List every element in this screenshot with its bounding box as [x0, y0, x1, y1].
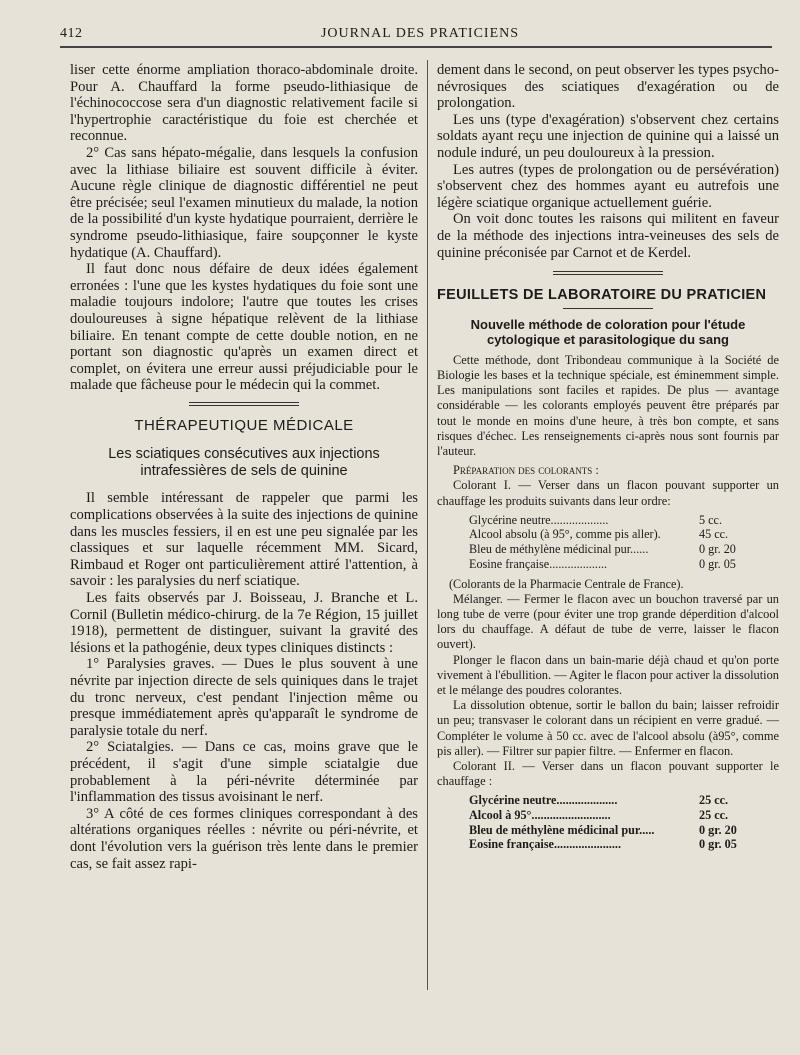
- colorant-2: Colorant II. — Verser dans un flacon pouvant supporter le chauffage :: [437, 758, 779, 789]
- ingredient-quantity: 0 gr. 05: [699, 556, 736, 571]
- paragraph: 2° Sciatalgies. — Dans ce cas, moins grave que le précédent, il s'agit d'une simple sciatalgie due probablement à la péri-névrite déterminée par l'inflammation des tissus avoisinant le nerf.: [70, 739, 418, 806]
- recipe-row: [469, 837, 759, 852]
- paragraph: Les uns (type d'exagération) s'observent chez certains soldats ayant reçu une injection de quinine qui a laissé un nodule induré, un peu douloureux à la pression.: [437, 111, 779, 161]
- paragraph: Plonger le flacon dans un bain-marie déjà chaud et qu'on porte vivement à l'ébullition. — Agiter le flacon pour activer la dissolution et le mélange des poudres colorantes.: [437, 652, 779, 697]
- ingredient-quantity: 45 cc.: [699, 527, 729, 542]
- recipe-row: [469, 527, 759, 542]
- article-title: Les sciatiques consécutives aux injections intrafessières de sels de quinine: [108, 446, 380, 480]
- recipe-row: [469, 823, 759, 838]
- ingredient-name: Alcool absolu (à 95°, comme pis aller).: [469, 527, 661, 542]
- ingredient-name: Bleu de méthylène médicinal pur......: [469, 541, 649, 556]
- paragraph: On voit donc toutes les raisons qui militent en faveur de la méthode des injections intra-veineuses des sels de quinine préconisée par Carnot et de Kerdel.: [437, 211, 779, 261]
- header-rule: [60, 46, 772, 48]
- paragraph: Il faut donc nous défaire de deux idées également erronées : l'une que les kystes hydatiques du foie sont une maladie toujours indolore; l'autre que toutes les crises douloureuses à signe hépatique relèvent de la lithiase biliaire. En tenant compte de cette double notion, en ne portant son diagnostic qu'après un examen direct et complet, on évitera une erreur aussi préjudiciable pour le malade que fâcheuse pour le médecin qui la commet.: [70, 261, 418, 394]
- section-divider: [189, 402, 299, 406]
- paragraph: Mélanger. — Fermer le flacon avec un bouchon traversé par un long tube de verre (pour éviter une trop grande déperdition d'alcool lors du chauffage. A défaut de tube de verre, laisser le flacon ouvert).: [437, 591, 779, 652]
- ingredient-quantity: 25 cc.: [699, 793, 729, 808]
- ingredient-quantity: 5 cc.: [699, 512, 723, 527]
- right-column: [437, 62, 779, 858]
- page-header: [60, 26, 780, 44]
- journal-title: JOURNAL DES PRATICIENS: [320, 26, 520, 41]
- ingredient-quantity: 0 gr. 20: [699, 822, 737, 837]
- ingredient-quantity: 0 gr. 20: [699, 541, 736, 556]
- ingredient-name: Alcool à 95°..........................: [469, 807, 611, 822]
- paragraph: Les autres (types de prolongation ou de persévération) s'observent chez des hommes ayant eu autrefois une légère sciatique organique actuellement guérie.: [437, 161, 779, 211]
- paragraph: Les faits observés par J. Boisseau, J. Branche et L. Cornil (Bulletin médico-chirurg. de la 7e Région, 15 juillet 1918), permettent de distinguer, suivant la gravité des lésions et la pathogénie, deux types cliniques distincts :: [70, 590, 418, 656]
- page-number: 412: [60, 26, 83, 41]
- paragraph: 1° Paralysies graves. — Dues le plus souvent à une névrite par injection directe de sels quiniques dans le trajet du tronc nerveux, c'est pendant l'injection même ou presque immédiatement après qu'apparaît le syndrome de paralysie totale du nerf.: [70, 656, 418, 739]
- paragraph: La dissolution obtenue, sortir le ballon du bain; laisser refroidir un peu; transvaser le colorant dans un récipient en verre gradué. — Compléter le volume à 50 cc. avec de l'alcool absolu (à95°, comme pis aller). — Filtrer sur papier filtre. — Enfermer en flacon.: [437, 698, 779, 758]
- column-divider: [427, 60, 428, 990]
- prep-heading: Préparation des colorants :: [453, 463, 599, 478]
- section-divider: [553, 271, 663, 275]
- ingredient-name: Eosine française......................: [469, 837, 621, 852]
- left-column: [70, 62, 418, 872]
- paragraph: Cette méthode, dont Tribondeau communique à la Société de Biologie les bases et la technique spéciale, est éminemment simple. Les manipulations sont faciles et rapides. De plus — avantage considérable — les colorants employés peuvent être préparés par tout le monde en moins d'une heure, à très bon compte, et sans risques d'échec. Les renseignements ci-après nous sont fournis par l'auteur.: [437, 352, 779, 458]
- recipe-row: [469, 513, 759, 528]
- section-title: THÉRAPEUTIQUE MÉDICALE: [134, 416, 354, 434]
- recipe-1: [469, 513, 759, 571]
- ingredient-quantity: 0 gr. 05: [699, 837, 737, 852]
- recipe-row: [469, 542, 759, 557]
- ingredient-name: Eosine française...................: [469, 556, 608, 571]
- title-rule: [563, 308, 653, 309]
- colorant-1: Colorant I. — Verser dans un flacon pouvant supporter un chauffage les produits suivants dans leur ordre:: [437, 478, 779, 508]
- ingredient-quantity: 25 cc.: [699, 807, 729, 822]
- paragraph: 2° Cas sans hépato-mégalie, dans lesquels la confusion avec la lithiase biliaire est souvent difficile à éviter. Aucune règle clinique de diagnostic différentiel ne peut être précisée; seul l'examen minutieux du malade, la notion de la possibilité d'un kyste hydatique pourraient, derrière le syndrome pseudo-lithiasique, faire soupçonner le kyste hydatique (A. Chauffard).: [70, 144, 418, 261]
- paragraph: liser cette énorme ampliation thoraco-abdominale droite. Pour A. Chauffard la forme pseudo-lithiasique de l'échinococcose sera d'un diagnostic relativement facile si l'hypertrophie caractéristique du foie est cherchée et reconnue.: [70, 62, 418, 145]
- recipe-2: [469, 793, 759, 851]
- ingredient-name: Bleu de méthylène médicinal pur.....: [469, 822, 655, 837]
- sub-title: Nouvelle méthode de coloration pour l'étude cytologique et parasitologique du sang: [470, 316, 746, 347]
- feuillets-title: FEUILLETS DE LABORATOIRE DU PRATICIEN: [437, 287, 767, 304]
- paragraph: Il semble intéressant de rappeler que parmi les complications observées à la suite des injections de quinine dans les muscles fessiers, il en est une peu signalée par les classiques et sur laquelle récemment MM. Sicard, Rimbaud et Roger ont particulièrement attiré l'attention, à savoir : les paralysies du nerf sciatique.: [70, 490, 418, 590]
- recipe-note: (Colorants de la Pharmacie Centrale de France).: [449, 577, 684, 592]
- paragraph: dement dans le second, on peut observer les types psycho-névrosiques des sciatiques d'exagération ou de prolongation.: [437, 62, 779, 112]
- recipe-row: [469, 793, 759, 808]
- recipe-row: [469, 557, 759, 572]
- ingredient-name: Glycérine neutre....................: [469, 793, 618, 808]
- paragraph: 3° A côté de ces formes cliniques correspondant à des altérations organiques réelles : névrite ou péri-névrite, et dont l'évolution vers la guérison très lente dans le premier cas, se fait assez rapi-: [70, 805, 418, 872]
- ingredient-name: Glycérine neutre...................: [469, 512, 609, 527]
- recipe-row: [469, 808, 759, 823]
